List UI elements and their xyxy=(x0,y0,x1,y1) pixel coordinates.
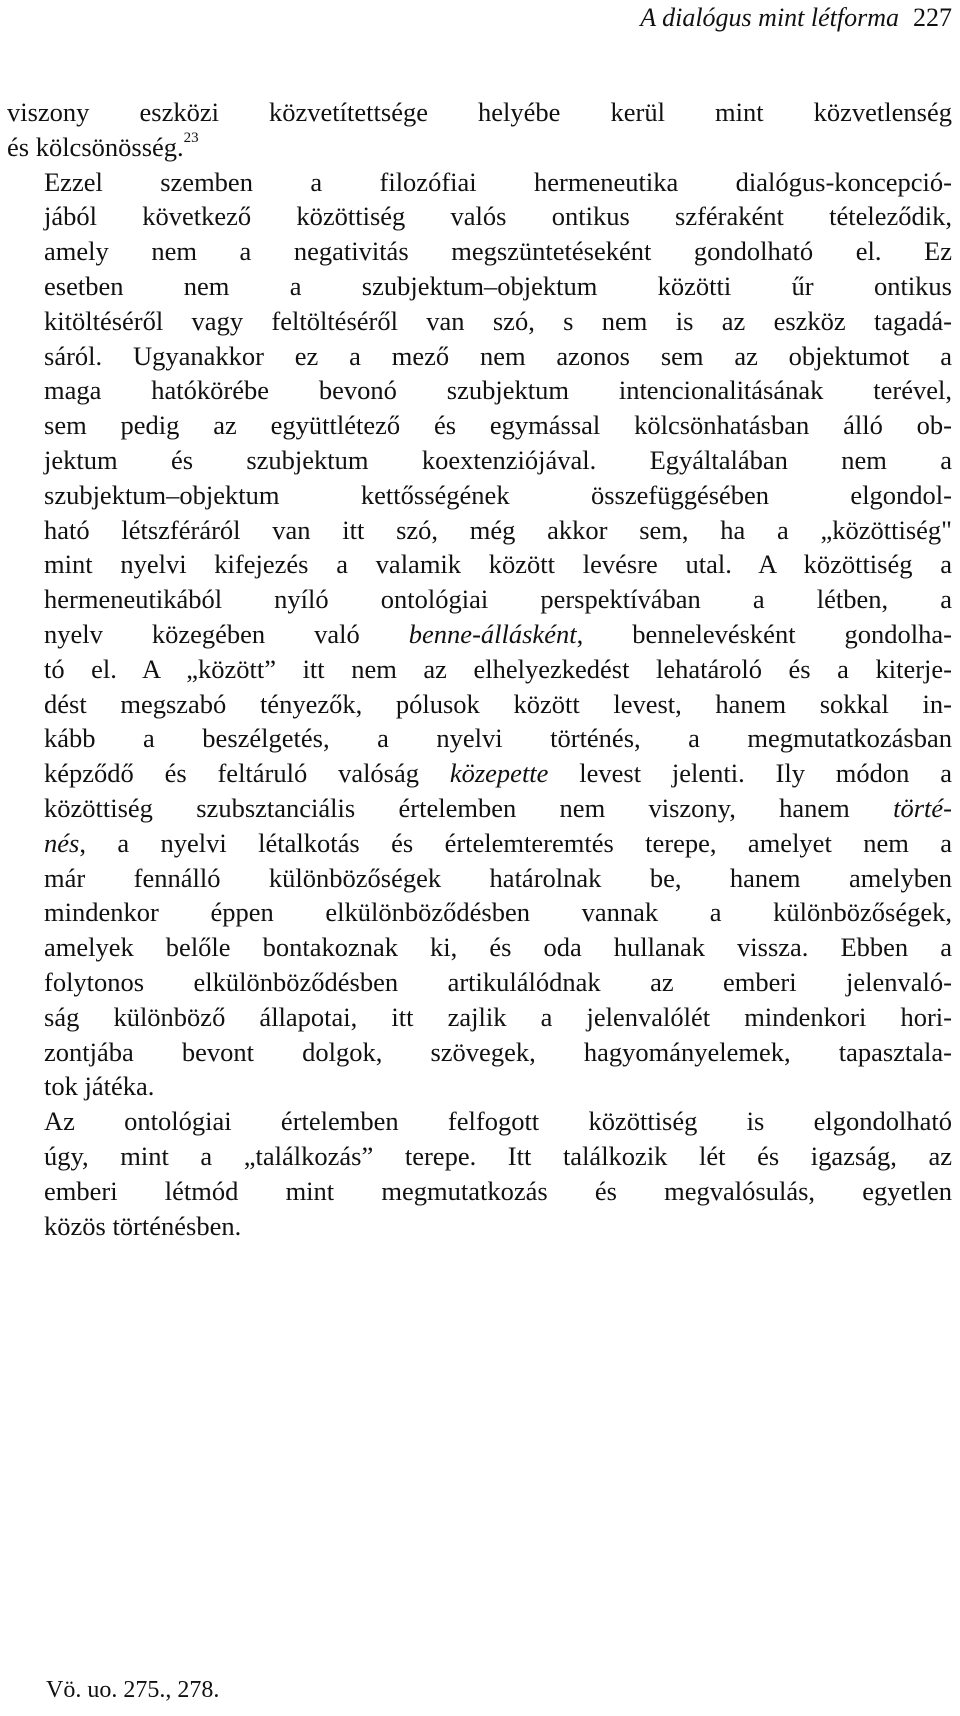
text-run: jából következő közöttiség valós ontikus szféraként tételeződik, xyxy=(44,201,952,232)
text-line xyxy=(7,721,952,756)
text-run: emberi létmód mint megmutatkozás és megvalósulás, egyetlen xyxy=(44,1175,952,1206)
running-head xyxy=(640,2,952,34)
text-line xyxy=(7,791,952,826)
text-run: képződő és feltáruló valóság xyxy=(44,758,450,789)
text-run: közös történésben. xyxy=(44,1210,242,1241)
text-run: kább a beszélgetés, a nyelvi történés, a megmutatkozásban xyxy=(44,723,952,754)
text-run: levest jelenti. Ily módon a xyxy=(548,758,952,789)
text-run: , a nyelvi létalkotás és értelemteremtés terepe, amelyet nem a xyxy=(79,827,952,858)
text-line xyxy=(7,756,952,791)
text-run: viszony eszközi közvetítettsége helyébe kerül mint közvetlenség xyxy=(7,97,952,127)
text-line xyxy=(7,861,952,896)
text-line xyxy=(7,1035,952,1070)
paragraph xyxy=(7,165,952,1105)
text-run: közöttiség szubsztanciális értelemben nem viszony, hanem xyxy=(44,792,894,823)
text-run: ság különböző állapotai, itt zajlik a jelenvalólét mindenkori hori- xyxy=(44,1001,952,1032)
text-line xyxy=(7,304,952,339)
text-run: ható létszféráról van itt szó, még akkor sem, ha a „közöttiség" xyxy=(44,514,952,545)
text-run: mindenkor éppen elkülönböződésben vannak a különbözőségek, xyxy=(44,897,952,928)
text-line xyxy=(7,443,952,478)
italic-run: benne-állásként xyxy=(408,618,577,649)
text-line xyxy=(7,408,952,443)
text-run: Az ontológiai értelemben felfogott közöttiség is elgondolható xyxy=(44,1106,952,1137)
text-run: szubjektum–objektum kettősségének összefüggésében elgondol- xyxy=(44,479,952,510)
page-number: 227 xyxy=(913,3,952,32)
text-run: már fennálló különbözőségek határolnak be, hanem amelyben xyxy=(44,862,952,893)
text-line xyxy=(7,1104,952,1139)
text-line xyxy=(7,95,952,130)
text-line xyxy=(7,339,952,374)
text-run: amelyek belőle bontakoznak ki, és oda hullanak vissza. Ebben a xyxy=(44,932,952,963)
text-run: maga hatókörébe bevonó szubjektum intencionalitásának terével, xyxy=(44,375,952,406)
text-line xyxy=(7,687,952,722)
text-run: hermeneutikából nyíló ontológiai perspektívában a létben, a xyxy=(44,584,952,615)
italic-run: törté- xyxy=(893,792,952,823)
text-line xyxy=(7,130,952,165)
footnote-23 xyxy=(46,1675,219,1705)
text-run: , bennelevésként gondolha- xyxy=(576,618,952,649)
text-run: jektum és szubjektum koextenziójával. Egyáltalában nem a xyxy=(44,444,952,475)
italic-run: nés xyxy=(44,827,80,858)
text-line xyxy=(7,826,952,861)
text-line xyxy=(7,582,952,617)
text-line xyxy=(7,930,952,965)
text-line xyxy=(7,895,952,930)
text-run: tok játéka. xyxy=(44,1071,155,1102)
text-line xyxy=(7,1069,952,1104)
text-line xyxy=(7,373,952,408)
text-line xyxy=(7,1000,952,1035)
text-line xyxy=(7,478,952,513)
running-title: A dialógus mint létforma xyxy=(640,3,899,32)
text-line xyxy=(7,1139,952,1174)
paragraph xyxy=(7,1104,952,1243)
text-run: kitöltéséről vagy feltöltéséről van szó, s nem is az eszköz tagadá- xyxy=(44,305,952,336)
text-line xyxy=(7,165,952,200)
text-run: amely nem a negativitás megszüntetéseként gondolható el. Ez xyxy=(44,236,952,267)
text-line xyxy=(7,965,952,1000)
text-run: mint nyelvi kifejezés a valamik között levésre utal. A közöttiség a xyxy=(44,549,952,580)
text-line xyxy=(7,1209,952,1244)
text-run: tó el. A „között” itt nem az elhelyezkedést lehatároló és a kiterje- xyxy=(44,653,952,684)
footnote-ref: 23 xyxy=(183,129,199,146)
text-run: sáról. Ugyanakkor ez a mező nem azonos sem az objektumot a xyxy=(44,340,952,371)
text-run: zontjába bevont dolgok, szövegek, hagyományelemek, tapasztala- xyxy=(44,1036,952,1067)
text-line xyxy=(7,617,952,652)
text-line xyxy=(7,234,952,269)
text-line xyxy=(7,513,952,548)
text-line xyxy=(7,547,952,582)
paragraph xyxy=(7,95,952,165)
italic-run: közepette xyxy=(449,758,549,789)
text-run: nyelv közegében való xyxy=(44,618,409,649)
body-text xyxy=(7,95,952,1243)
text-run: folytonos elkülönböződésben artikulálódnak az emberi jelenvaló- xyxy=(44,966,952,997)
text-run: esetben nem a szubjektum–objektum közötti űr ontikus xyxy=(44,270,952,301)
text-line xyxy=(7,652,952,687)
text-line xyxy=(7,269,952,304)
text-run: úgy, mint a „találkozás” terepe. Itt találkozik lét és igazság, az xyxy=(44,1140,952,1171)
text-run: és kölcsönösség. xyxy=(7,131,184,162)
text-run: sem pedig az együttlétező és egymással kölcsönhatásban álló ob- xyxy=(44,410,952,441)
text-run: dést megszabó tényezők, pólusok között levest, hanem sokkal in- xyxy=(44,688,952,719)
text-line xyxy=(7,199,952,234)
text-run: Ezzel szemben a filozófiai hermeneutika dialógus-koncepció- xyxy=(44,166,952,197)
footnote-text: Vö. uo. 275., 278. xyxy=(46,1677,220,1703)
text-line xyxy=(7,1174,952,1209)
